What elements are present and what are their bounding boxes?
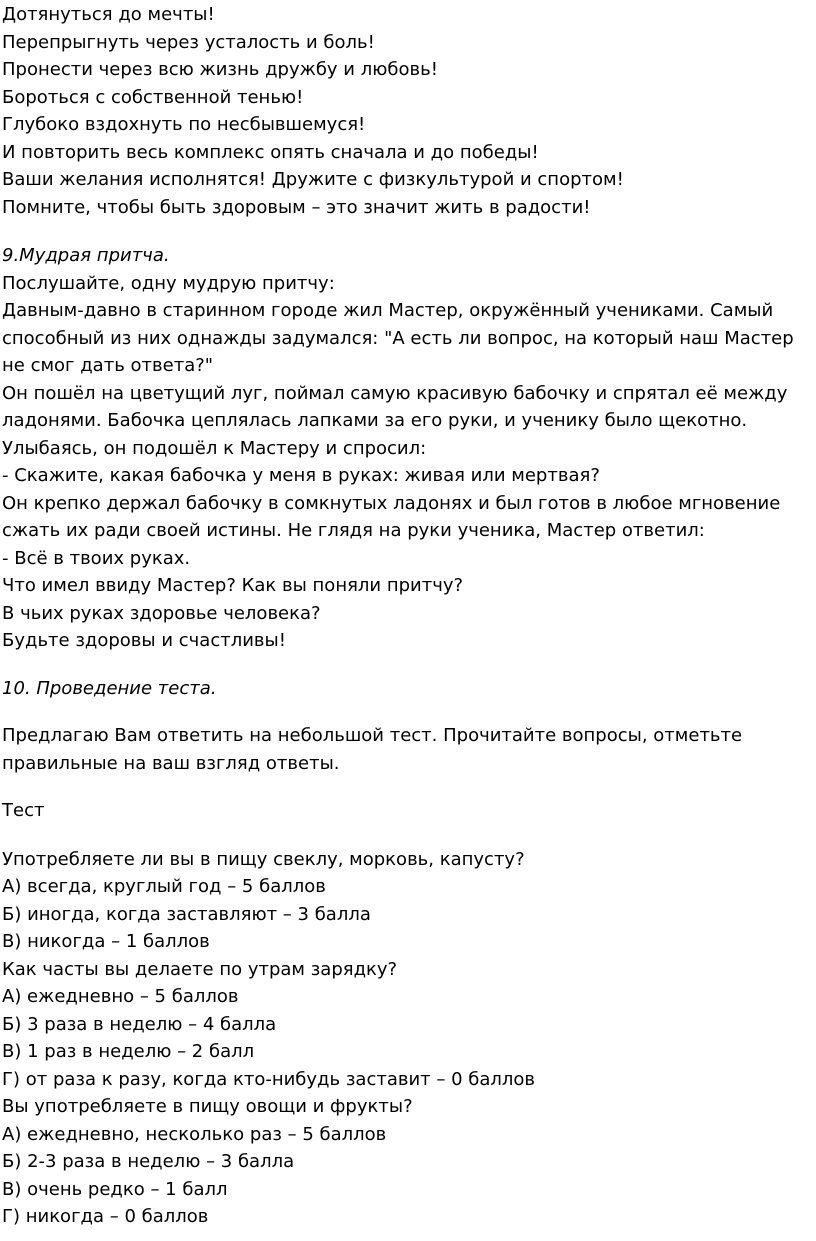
spacer xyxy=(2,221,816,242)
test-intro-line: правильные на ваш взгляд ответы. xyxy=(2,752,340,774)
parable-line: Улыбаясь, он подошёл к Мастеру и спросил: xyxy=(2,437,427,459)
parable-line: Давным-давно в старинном городе жил Мастер, окружённый учениками. Самый xyxy=(2,300,774,321)
intro-line: И повторить весь комплекс опять сначала и до победы! xyxy=(2,141,539,163)
test-answer-option: А) всегда, круглый год – 5 баллов xyxy=(2,876,326,897)
test-answer-option: Г) от раза к разу, когда кто-нибудь заставит – 0 баллов xyxy=(2,1068,536,1090)
parable-heading: 9.Мудрая притча. xyxy=(2,245,170,266)
parable-line: Послушайте, одну мудрую притчу: xyxy=(2,272,335,294)
spacer xyxy=(2,655,816,675)
parable-line: Будьте здоровы и счастливы! xyxy=(2,630,286,651)
intro-line: Перепрыгнуть через усталость и боль! xyxy=(2,31,375,53)
intro-line: Ваши желания исполнятся! Дружите с физкультурой и спортом! xyxy=(2,169,624,190)
test-questions-block xyxy=(2,846,816,1231)
parable-line: не смог дать ответа?" xyxy=(2,355,214,376)
parable-line: способный из них однажды задумался: "А есть ли вопрос, на который наш Мастер xyxy=(2,327,794,349)
test-answer-option: В) никогда – 1 баллов xyxy=(2,931,210,952)
test-intro-line: Предлагаю Вам ответить на небольшой тест. Прочитайте вопросы, отметьте xyxy=(2,725,743,746)
parable-line: - Всё в твоих руках. xyxy=(2,547,191,569)
test-title: Тест xyxy=(2,800,45,821)
parable-line: Что имел ввиду Мастер? Как вы поняли притчу? xyxy=(2,575,464,596)
test-answer-option: Б) иногда, когда заставляют – 3 балла xyxy=(2,903,371,925)
test-answer-option: В) 1 раз в неделю – 2 балл xyxy=(2,1041,255,1062)
parable-line: - Скажите, какая бабочка у меня в руках: живая или мертвая? xyxy=(2,465,600,486)
intro-line: Глубоко вздохнуть по несбывшемуся! xyxy=(2,114,366,135)
test-question: Вы употребляете в пищу овощи и фрукты? xyxy=(2,1096,413,1117)
test-answer-option: Б) 2-3 раза в неделю – 3 балла xyxy=(2,1151,295,1172)
intro-block xyxy=(2,1,816,221)
parable-line: ладонями. Бабочка цеплялась лапками за его руки, и ученику было щекотно. xyxy=(2,410,748,431)
intro-line: Пронести через всю жизнь дружбу и любовь! xyxy=(2,59,438,80)
test-question: Употребляете ли вы в пищу свеклу, морковь, капусту? xyxy=(2,848,525,870)
spacer xyxy=(2,702,816,722)
intro-line: Бороться с собственной тенью! xyxy=(2,86,304,108)
test-intro-block xyxy=(2,722,816,777)
test-answer-option: А) ежедневно, несколько раз – 5 баллов xyxy=(2,1123,387,1145)
test-section-heading: 10. Проведение теста. xyxy=(2,677,217,699)
parable-line: сжать их ради своей истины. Не глядя на руки ученика, Мастер ответил: xyxy=(2,520,705,541)
spacer xyxy=(2,825,816,846)
test-answer-option: Б) 3 раза в неделю – 4 балла xyxy=(2,1013,277,1035)
parable-line: Он пошёл на цветущий луг, поймал самую красивую бабочку и спрятал её между xyxy=(2,382,788,404)
test-answer-option: А) ежедневно – 5 баллов xyxy=(2,986,239,1007)
intro-line: Дотянуться до мечты! xyxy=(2,4,215,25)
test-answer-option: В) очень редко – 1 балл xyxy=(2,1178,228,1200)
parable-line: Он крепко держал бабочку в сомкнутых ладонях и был готов в любое мгновение xyxy=(2,492,781,514)
intro-line: Помните, чтобы быть здоровым – это значит жить в радости! xyxy=(2,196,591,218)
test-question: Как часты вы делаете по утрам зарядку? xyxy=(2,958,398,980)
parable-line: В чьих руках здоровье человека? xyxy=(2,602,321,624)
test-answer-option: Г) никогда – 0 баллов xyxy=(2,1206,209,1227)
parable-block xyxy=(2,242,816,655)
spacer xyxy=(2,777,816,797)
